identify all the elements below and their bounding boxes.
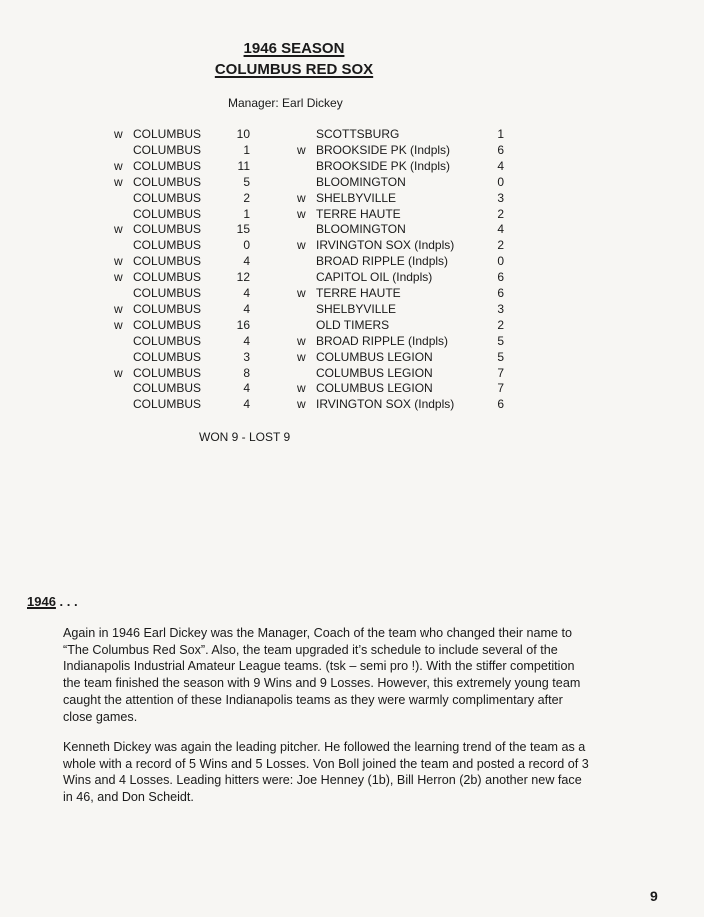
- away-team: COLUMBUS LEGION: [316, 381, 433, 396]
- home-score: 10: [236, 127, 250, 141]
- away-team: BROOKSIDE PK (Indpls): [316, 142, 451, 157]
- home-team: COLUMBUS: [133, 397, 202, 412]
- away-score: 2: [497, 238, 504, 253]
- paragraph-pitching-hitting: Kenneth Dickey was again the leading pitcher. He followed the learning trend of the team as a whole with a record of 5 Wins and 5 Losses. Von Boll joined the team and posted a record of 3 Wins and 4 Losses. Leading hitters were: Joe Henney (1b), Bill Herron (2b) another new face in 46, and Don Scheidt.: [63, 740, 589, 805]
- game-row: [0, 143, 704, 159]
- home-score: 4: [243, 397, 250, 412]
- home-score: 11: [237, 158, 250, 173]
- away-win-marker: w: [297, 190, 306, 205]
- season-record: WON 9 - LOST 9: [199, 430, 291, 444]
- away-team: SHELBYVILLE: [316, 301, 397, 316]
- away-win-marker: w: [297, 333, 306, 348]
- home-win-marker: w: [114, 365, 123, 380]
- away-team: BLOOMINGTON: [316, 174, 406, 189]
- away-score: 4: [497, 222, 504, 237]
- manager-line: Manager: Earl Dickey: [228, 96, 343, 110]
- home-team: COLUMBUS: [133, 190, 202, 205]
- game-row: [0, 270, 704, 286]
- away-win-marker: w: [297, 286, 306, 300]
- section-year: 1946: [27, 594, 56, 609]
- away-win-marker: w: [297, 206, 306, 221]
- section-ellipsis: . . .: [55, 594, 78, 609]
- away-team: CAPITOL OIL (Indpls): [316, 270, 433, 285]
- section-heading: [27, 594, 78, 609]
- game-row: [0, 175, 704, 191]
- paragraph-season-summary: Again in 1946 Earl Dickey was the Manager, Coach of the team who changed their name to “The Columbus Red Sox”. Also, the team upgraded it’s schedule to include several of the Indianapolis Industrial Amateur League teams. (tsk – semi pro !). With the stiffer competition the team finished the season with 9 Wins and 9 Losses. However, this extremely young team caught the attention of these Indianapolis teams as they were warmly complimentary after close games.: [63, 626, 581, 724]
- home-score: 16: [236, 317, 250, 332]
- away-win-marker: w: [297, 397, 306, 412]
- home-team: COLUMBUS: [133, 142, 202, 157]
- away-score: 5: [497, 349, 504, 364]
- home-team: COLUMBUS: [133, 286, 202, 300]
- home-win-marker: w: [114, 270, 123, 285]
- home-score: 4: [243, 333, 250, 348]
- away-score: 6: [497, 270, 504, 285]
- away-win-marker: w: [297, 142, 306, 157]
- away-win-marker: w: [297, 349, 306, 364]
- game-row: [0, 238, 704, 254]
- away-team: COLUMBUS LEGION: [316, 349, 433, 364]
- home-team: COLUMBUS: [133, 174, 202, 189]
- game-row: [0, 159, 704, 175]
- home-score: 8: [243, 365, 250, 380]
- home-team: COLUMBUS: [133, 365, 202, 380]
- home-win-marker: w: [114, 158, 123, 173]
- away-score: 2: [497, 317, 504, 332]
- home-score: 3: [243, 349, 250, 364]
- away-team: IRVINGTON SOX (Indpls): [316, 397, 455, 412]
- home-win-marker: w: [114, 127, 123, 141]
- away-team: BROAD RIPPLE (Indpls): [316, 333, 449, 348]
- away-team: SCOTTSBURG: [316, 127, 400, 141]
- home-score: 15: [236, 222, 250, 237]
- away-score: 7: [497, 365, 504, 380]
- away-win-marker: w: [297, 238, 306, 253]
- home-team: COLUMBUS: [133, 206, 202, 221]
- away-team: OLD TIMERS: [316, 317, 390, 332]
- game-row: [0, 207, 704, 223]
- season-title: 1946 SEASON: [243, 40, 345, 57]
- home-win-marker: w: [114, 174, 123, 189]
- home-score: 5: [243, 174, 250, 189]
- home-score: 4: [243, 286, 250, 300]
- home-win-marker: w: [114, 301, 123, 316]
- away-score: 1: [497, 127, 504, 141]
- home-team: COLUMBUS: [133, 301, 202, 316]
- game-row: [0, 127, 704, 143]
- game-row: [0, 334, 704, 350]
- home-team: COLUMBUS: [133, 238, 202, 253]
- away-score: 0: [497, 174, 504, 189]
- away-score: 7: [497, 381, 504, 396]
- home-team: COLUMBUS: [133, 254, 202, 269]
- home-team: COLUMBUS: [133, 222, 202, 237]
- game-row: [0, 381, 704, 397]
- away-score: 3: [497, 190, 504, 205]
- away-team: TERRE HAUTE: [316, 206, 401, 221]
- home-score: 12: [236, 270, 250, 285]
- home-score: 4: [243, 381, 250, 396]
- home-score: 4: [243, 301, 250, 316]
- game-row: [0, 318, 704, 334]
- home-score: 4: [243, 254, 250, 269]
- away-score: 5: [497, 333, 504, 348]
- away-team: BROOKSIDE PK (Indpls): [316, 158, 451, 173]
- game-row: [0, 286, 704, 302]
- game-row: [0, 397, 704, 413]
- game-row: [0, 191, 704, 207]
- home-team: COLUMBUS: [133, 333, 202, 348]
- away-team: COLUMBUS LEGION: [316, 365, 433, 380]
- game-row: [0, 350, 704, 366]
- away-team: BROAD RIPPLE (Indpls): [316, 254, 449, 269]
- game-row: [0, 366, 704, 382]
- game-row: [0, 254, 704, 270]
- game-row: [0, 222, 704, 238]
- away-team: TERRE HAUTE: [316, 286, 401, 300]
- away-team: BLOOMINGTON: [316, 222, 406, 237]
- away-score: 3: [497, 301, 504, 316]
- team-title: COLUMBUS RED SOX: [214, 61, 374, 78]
- away-score: 2: [497, 206, 504, 221]
- away-team: SHELBYVILLE: [316, 190, 397, 205]
- home-win-marker: w: [114, 222, 123, 237]
- game-row: [0, 302, 704, 318]
- home-team: COLUMBUS: [133, 127, 202, 141]
- home-win-marker: w: [114, 317, 123, 332]
- away-score: 0: [497, 254, 504, 269]
- home-score: 1: [243, 206, 250, 221]
- away-score: 6: [497, 397, 504, 412]
- away-score: 6: [497, 286, 504, 300]
- home-win-marker: w: [114, 254, 123, 269]
- home-team: COLUMBUS: [133, 317, 202, 332]
- home-score: 2: [243, 190, 250, 205]
- home-score: 0: [243, 238, 250, 253]
- away-win-marker: w: [297, 381, 306, 396]
- away-team: IRVINGTON SOX (Indpls): [316, 238, 455, 253]
- home-team: COLUMBUS: [133, 158, 202, 173]
- home-team: COLUMBUS: [133, 270, 202, 285]
- page-number: 9: [650, 888, 658, 904]
- home-score: 1: [243, 142, 250, 157]
- home-team: COLUMBUS: [133, 349, 202, 364]
- home-team: COLUMBUS: [133, 381, 202, 396]
- away-score: 4: [497, 158, 504, 173]
- away-score: 6: [497, 142, 504, 157]
